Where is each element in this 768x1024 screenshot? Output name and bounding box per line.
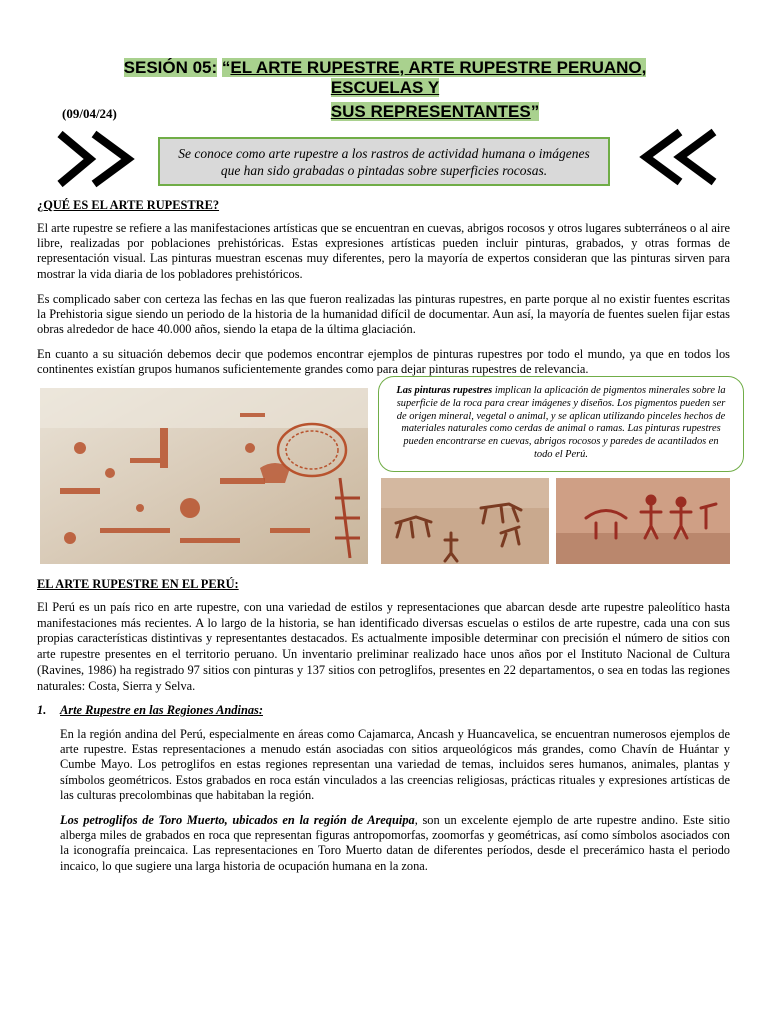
toro-muerto-text: , son un excelente ejemplo de arte rupestre andino. Este sitio alberga miles de grabados en roca que representan figuras antropomorfas, zoomorfas y geométricas, así como símbolos asociados con la iconografía preincaica. Las representaciones en Toro Muerto datan de diferentes períodos, desde el precerámico hasta el periodo incaico, lo que sugiere una larga historia de ocupación humana en la zona.	[60, 813, 730, 873]
paragraph-toro-muerto	[60, 813, 730, 874]
callout-text: implican la aplicación de pigmentos minerales sobre la superficie de la roca para crear imágenes y diseños. Los pigmentos pueden ser de origen mineral, vegetal o animal, y se aplican utilizando pinceles hechos de materiales naturales como cerdas de animal o ramas. Las pinturas rupestres pueden encontrarse en cuevas, abrigos rocosos y paredes de acantilados en todo el Perú.	[396, 385, 726, 460]
section-heading-peru: EL ARTE RUPESTRE EN EL PERÚ:	[37, 577, 239, 591]
session-date: (09/04/24)	[62, 106, 117, 121]
toro-muerto-lead: Los petroglifos de Toro Muerto, ubicados en la región de Arequipa	[60, 813, 415, 827]
title-text-2: ESCUELAS Y	[330, 78, 440, 97]
title-line-2	[60, 78, 710, 98]
paragraph: En la región andina del Perú, especialmente en áreas como Cajamarca, Ancash y Huancavelica, se encuentran numerosos ejemplos de arte rupestre. Estas representaciones a menudo están asociadas con sitios arqueológicos más grandes, como Chavín de Huántar y Cumbe Mayo. Los petroglifos en estas regiones representan una variedad de temas, incluidos seres humanos, animales, plantas y símbolos geométricos. Estos grabados en roca están vinculados a las creencias religiosas, prácticas rituales y expresiones artísticas de las culturas precolombinas que habitaban la región.	[60, 727, 730, 802]
cave-painting-photo	[40, 388, 368, 564]
title-text-1: EL ARTE RUPESTRE, ARTE RUPESTRE PERUANO,	[230, 58, 647, 77]
quote-open: “	[221, 58, 231, 77]
double-chevron-left-icon	[636, 128, 718, 186]
callout-lead: Las pinturas rupestres	[396, 385, 493, 396]
paragraph: El Perú es un país rico en arte rupestre, con una variedad de estilos y representaciones que abarcan desde arte rupestre paleolítico hasta manifestaciones más recientes. A lo largo de la historia, se han identificado diversas escuelas o estilos de arte rupestre, cada una con sus propias características distintivas y representantes destacados. Es actualmente imposible determinar con precisión el número de sitios con arte rupestre presentes en el territorio peruano. Un inventario preliminar realizado hace unos años por el Instituto Nacional de Cultura (Ravines, 1986) ha registrado 97 sitios con pinturas y 137 sitios con petroglifos, presentes en 22 departamentos, o sea en todas las regiones naturales: Costa, Sierra y Selva.	[37, 600, 730, 693]
paragraph: En cuanto a su situación debemos decir que podemos encontrar ejemplos de pinturas rupestres por todo el mundo, ya que en todos los continentes existían grupos humanos suficientemente grandes como para dejar pinturas rupestres de relevancia.	[37, 347, 730, 377]
quote-close: ”	[530, 102, 540, 121]
pigments-callout	[378, 376, 744, 472]
section-heading-what-is: ¿QUÉ ES EL ARTE RUPESTRE?	[37, 198, 220, 212]
session-title	[60, 58, 710, 98]
petroglyph-photo-animals	[381, 478, 549, 564]
title-text-3: SUS REPRESENTANTES	[330, 102, 531, 121]
definition-box: Se conoce como arte rupestre a los rastros de actividad humana o imágenes que han sido grabadas o pintadas sobre superficies rocosas.	[158, 137, 610, 186]
title-line-1	[60, 58, 710, 78]
title-line-3	[270, 102, 600, 122]
list-number: 1.	[37, 703, 47, 717]
list-heading-andean: Arte Rupestre en las Regiones Andinas:	[60, 703, 263, 717]
paragraph: El arte rupestre se refiere a las manifestaciones artísticas que se encuentran en cuevas, abrigos rocosos y otros lugares subterráneos o al aire libre, realizadas por poblaciones prehistóricas. Estas expresiones artísticas pueden incluir pinturas, grabados, y otras formas de representación visual. Las pinturas muestran escenas muy diferentes, pero la mayoría de expertos consideran que las pinturas sirven para mostrar la vida diaria de los pobladores prehistóricos.	[37, 221, 730, 281]
session-label: SESIÓN 05:	[123, 58, 218, 77]
petroglyph-photo-figures	[556, 478, 730, 564]
double-chevron-right-icon	[56, 130, 138, 188]
paragraph: Es complicado saber con certeza las fechas en las que fueron realizadas las pinturas rupestres, en parte porque al no existir fuentes escritas la Prehistoria sigue siendo un periodo de la historia de la humanidad difícil de documentar. Aun así, la mayoría de fuentes suelen fijar estas obras alrededor de hace 40.000 años, siendo la etapa de la última glaciación.	[37, 292, 730, 337]
